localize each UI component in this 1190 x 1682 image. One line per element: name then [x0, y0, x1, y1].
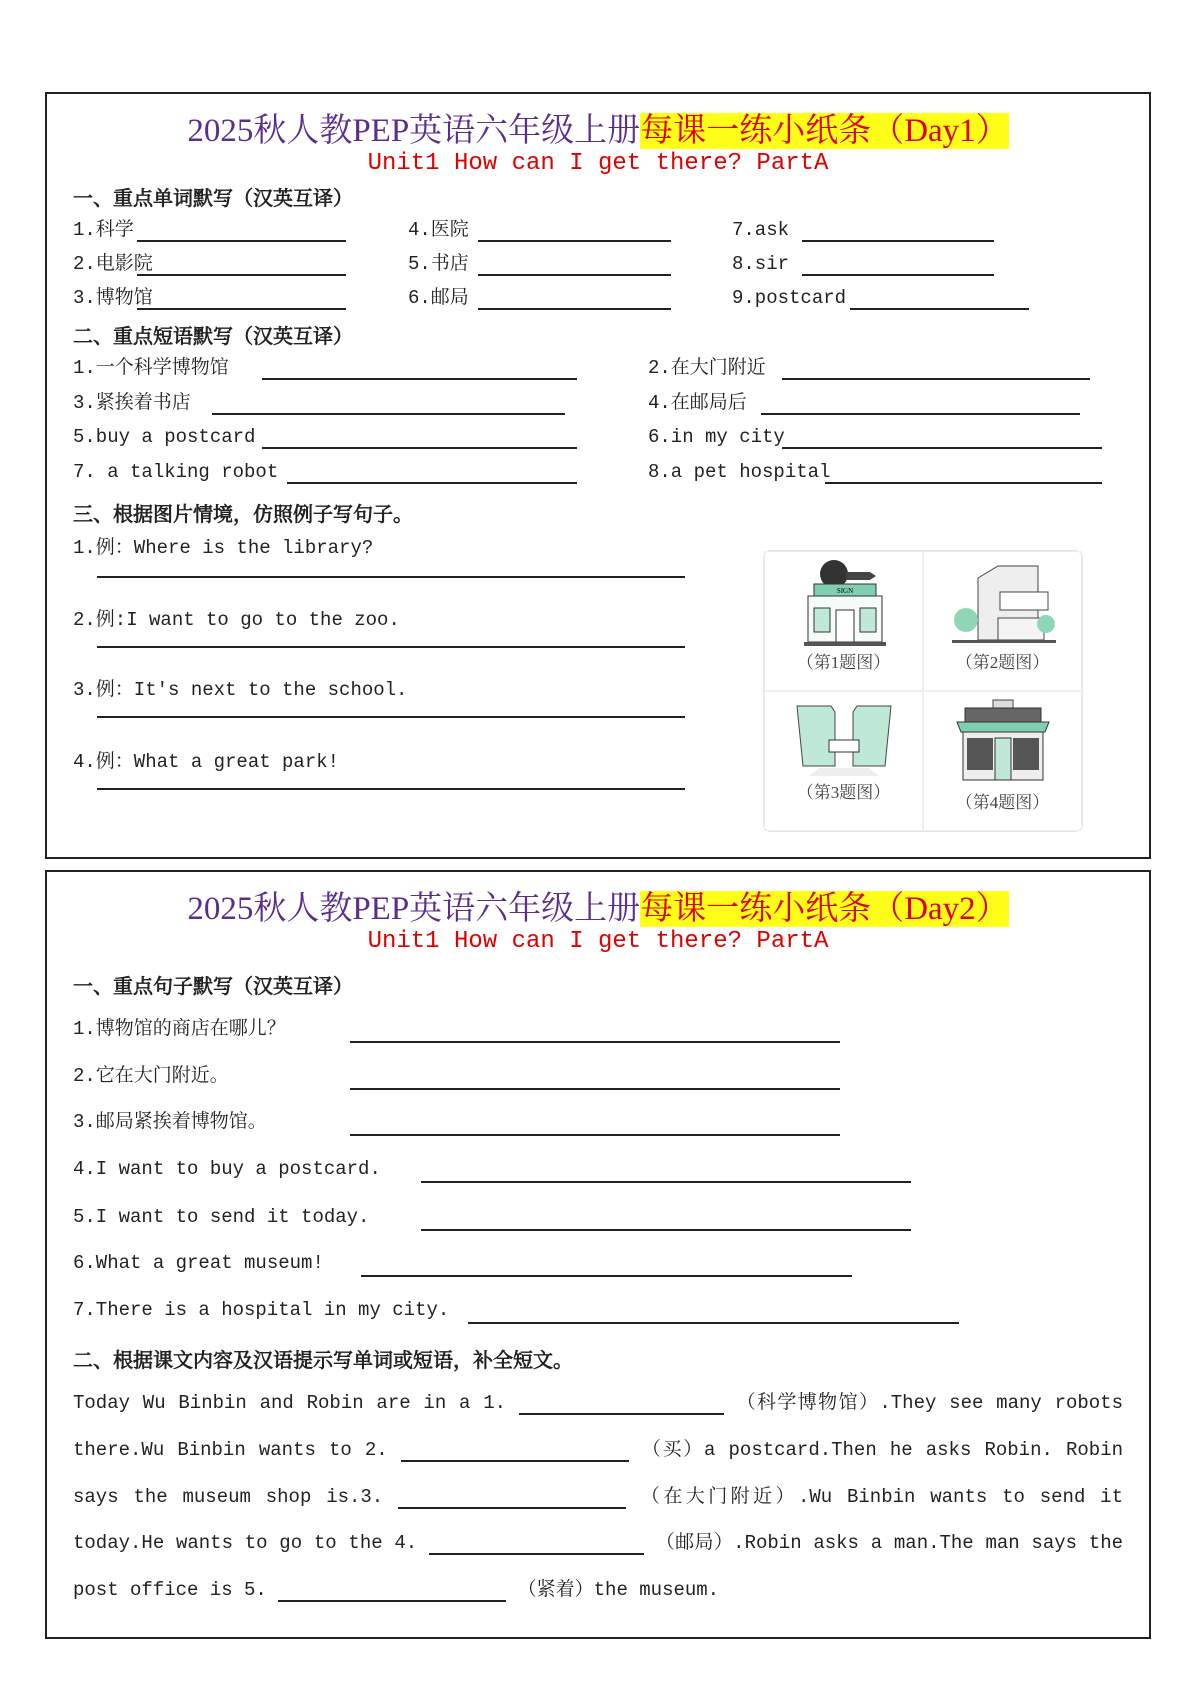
- answer-line[interactable]: [350, 1134, 840, 1136]
- title-highlight: 每课一练小纸条（Day2）: [640, 891, 1009, 927]
- phrase-item: [648, 425, 785, 449]
- phrase-item: [648, 356, 766, 380]
- cloze-text: （邮局）.Robin asks a man.The man says the: [655, 1532, 1123, 1555]
- sentence-item: 3.邮局紧挨着博物馆。: [73, 1111, 267, 1133]
- museum-picture: [765, 698, 922, 778]
- example-item: 4.例：What a great park!: [73, 751, 340, 773]
- word-prompt: 7.ask: [732, 219, 790, 241]
- phrase-prompt: 5.buy a postcard: [73, 426, 256, 448]
- cloze-text: （科学博物馆）.They see many robots: [736, 1392, 1123, 1414]
- cloze-blank-2[interactable]: [401, 1440, 629, 1462]
- picture-cell: [923, 551, 1082, 691]
- phrase-prompt: 3.紧挨着书店: [73, 392, 191, 414]
- cloze-text: today.He wants to go to the 4.: [73, 1532, 418, 1555]
- phrase-item: [648, 460, 830, 484]
- cloze-line: [73, 1391, 1123, 1415]
- answer-line[interactable]: [350, 1041, 840, 1043]
- word-item: [73, 218, 134, 242]
- answer-line[interactable]: [97, 716, 685, 718]
- word-prompt: 8.sir: [732, 253, 790, 275]
- day2-card: [45, 870, 1151, 1639]
- day1-card: [45, 92, 1151, 859]
- word-item: [408, 286, 469, 310]
- cloze-line: [73, 1531, 1123, 1555]
- cloze-blank-3[interactable]: [398, 1487, 626, 1509]
- title-main: 2025秋人教PEP英语六年级上册: [187, 113, 641, 149]
- picture-caption: （第2题图）: [955, 653, 1050, 672]
- day1-title: [47, 104, 1149, 151]
- answer-line[interactable]: [782, 447, 1102, 449]
- word-prompt: 1.科学: [73, 219, 134, 241]
- answer-line[interactable]: [262, 447, 577, 449]
- picture-caption: （第4题图）: [955, 793, 1050, 812]
- svg-text:SIGN: SIGN: [836, 587, 853, 595]
- word-item: [408, 218, 469, 242]
- answer-line[interactable]: [421, 1229, 911, 1231]
- cloze-text: （紧着）the museum.: [517, 1579, 720, 1602]
- day2-subtitle: Unit1 How can I get there? PartA: [367, 928, 829, 955]
- sentence-item: 1.博物馆的商店在哪儿？: [73, 1018, 286, 1040]
- phrase-prompt: 4.在邮局后: [648, 392, 747, 414]
- cloze-text: post office is 5.: [73, 1579, 267, 1602]
- section-words-heading: 一、重点单词默写（汉英互译）: [73, 186, 353, 210]
- post-office-picture: [924, 558, 1081, 648]
- title-main: 2025秋人教PEP英语六年级上册: [187, 891, 641, 927]
- phrase-prompt: 1.一个科学博物馆: [73, 357, 229, 379]
- answer-line[interactable]: [761, 413, 1080, 415]
- answer-line[interactable]: [478, 240, 671, 242]
- answer-line[interactable]: [97, 646, 685, 648]
- day1-subtitle: Unit1 How can I get there? PartA: [367, 150, 829, 177]
- picture-caption: （第3题图）: [796, 783, 891, 802]
- sentence-item: 7.There is a hospital in my city.: [73, 1299, 450, 1321]
- phrase-item: [73, 460, 278, 484]
- word-item: [408, 252, 469, 276]
- word-prompt: 5.书店: [408, 253, 469, 275]
- phrase-prompt: 2.在大门附近: [648, 357, 766, 379]
- phrase-prompt: 7. a talking robot: [73, 461, 279, 483]
- answer-line[interactable]: [97, 576, 685, 578]
- answer-line[interactable]: [850, 308, 1029, 310]
- word-prompt: 9.postcard: [732, 287, 847, 309]
- answer-line[interactable]: [212, 413, 565, 415]
- cloze-blank-1[interactable]: [519, 1393, 724, 1415]
- picture-cell: [764, 551, 923, 691]
- answer-line[interactable]: [802, 274, 994, 276]
- sentence-item: 6.What a great museum!: [73, 1252, 324, 1274]
- word-prompt: 3.博物馆: [73, 287, 153, 309]
- word-item: [732, 286, 846, 310]
- answer-line[interactable]: [782, 378, 1090, 380]
- answer-line[interactable]: [137, 308, 346, 310]
- answer-line[interactable]: [468, 1322, 959, 1324]
- cloze-line: [73, 1485, 1123, 1509]
- sentence-item: 5.I want to send it today.: [73, 1206, 370, 1228]
- word-prompt: 2.电影院: [73, 253, 153, 275]
- section-cloze-heading: 二、根据课文内容及汉语提示写单词或短语，补全短文。: [73, 1348, 573, 1372]
- picture-cell: [764, 691, 923, 831]
- cloze-line: [73, 1438, 1123, 1462]
- answer-line[interactable]: [478, 274, 671, 276]
- phrase-item: [73, 391, 191, 415]
- phrase-prompt: 8.a pet hospital: [648, 461, 831, 483]
- answer-line[interactable]: [825, 482, 1102, 484]
- example-item: 3.例：It's next to the school.: [73, 679, 408, 701]
- cloze-text: Today Wu Binbin and Robin are in a 1.: [73, 1392, 507, 1414]
- answer-line[interactable]: [97, 788, 685, 790]
- word-item: [73, 252, 153, 276]
- cloze-blank-4[interactable]: [429, 1533, 644, 1555]
- answer-line[interactable]: [802, 240, 994, 242]
- word-prompt: 4.医院: [408, 219, 469, 241]
- day2-title: [47, 882, 1149, 929]
- word-item: [73, 286, 153, 310]
- example-item: 2.例:I want to go to the zoo.: [73, 609, 400, 631]
- picture-cell: [923, 691, 1082, 831]
- answer-line[interactable]: [361, 1275, 852, 1277]
- phrase-item: [73, 356, 229, 380]
- answer-line[interactable]: [478, 308, 671, 310]
- section-phrases-heading: 二、重点短语默写（汉英互译）: [73, 324, 353, 348]
- answer-line[interactable]: [350, 1088, 840, 1090]
- cloze-text: there.Wu Binbin wants to 2.: [73, 1438, 388, 1461]
- section-key-sentences-heading: 一、重点句子默写（汉英互译）: [73, 974, 353, 998]
- answer-line[interactable]: [262, 378, 577, 380]
- sentence-item: 2.它在大门附近。: [73, 1065, 229, 1087]
- phrase-prompt: 6.in my city: [648, 426, 785, 448]
- phrase-item: [73, 425, 255, 449]
- pictures-grid: [763, 550, 1083, 832]
- title-highlight: 每课一练小纸条（Day1）: [640, 113, 1009, 149]
- bookstore-picture: [924, 698, 1081, 788]
- answer-line[interactable]: [137, 274, 346, 276]
- word-item: [732, 218, 789, 242]
- section-sentences-heading: 三、根据图片情境，仿照例子写句子。: [73, 502, 413, 526]
- cloze-text: （在大门附近）.Wu Binbin wants to send it: [640, 1485, 1123, 1508]
- word-prompt: 6.邮局: [408, 287, 469, 309]
- picture-caption: （第1题图）: [796, 653, 891, 672]
- word-item: [732, 252, 789, 276]
- answer-line[interactable]: [137, 240, 346, 242]
- answer-line[interactable]: [421, 1181, 911, 1183]
- cloze-text: says the museum shop is.3.: [73, 1485, 384, 1508]
- answer-line[interactable]: [287, 482, 577, 484]
- phrase-item: [648, 391, 747, 415]
- cloze-text: （买）a postcard.Then he asks Robin. Robin: [641, 1438, 1123, 1461]
- example-item: 1.例：Where is the library?: [73, 537, 374, 559]
- cloze-line: [73, 1578, 1123, 1602]
- cinema-picture: [765, 558, 922, 648]
- cloze-blank-5[interactable]: [278, 1580, 506, 1602]
- sentence-item: 4.I want to buy a postcard.: [73, 1158, 381, 1180]
